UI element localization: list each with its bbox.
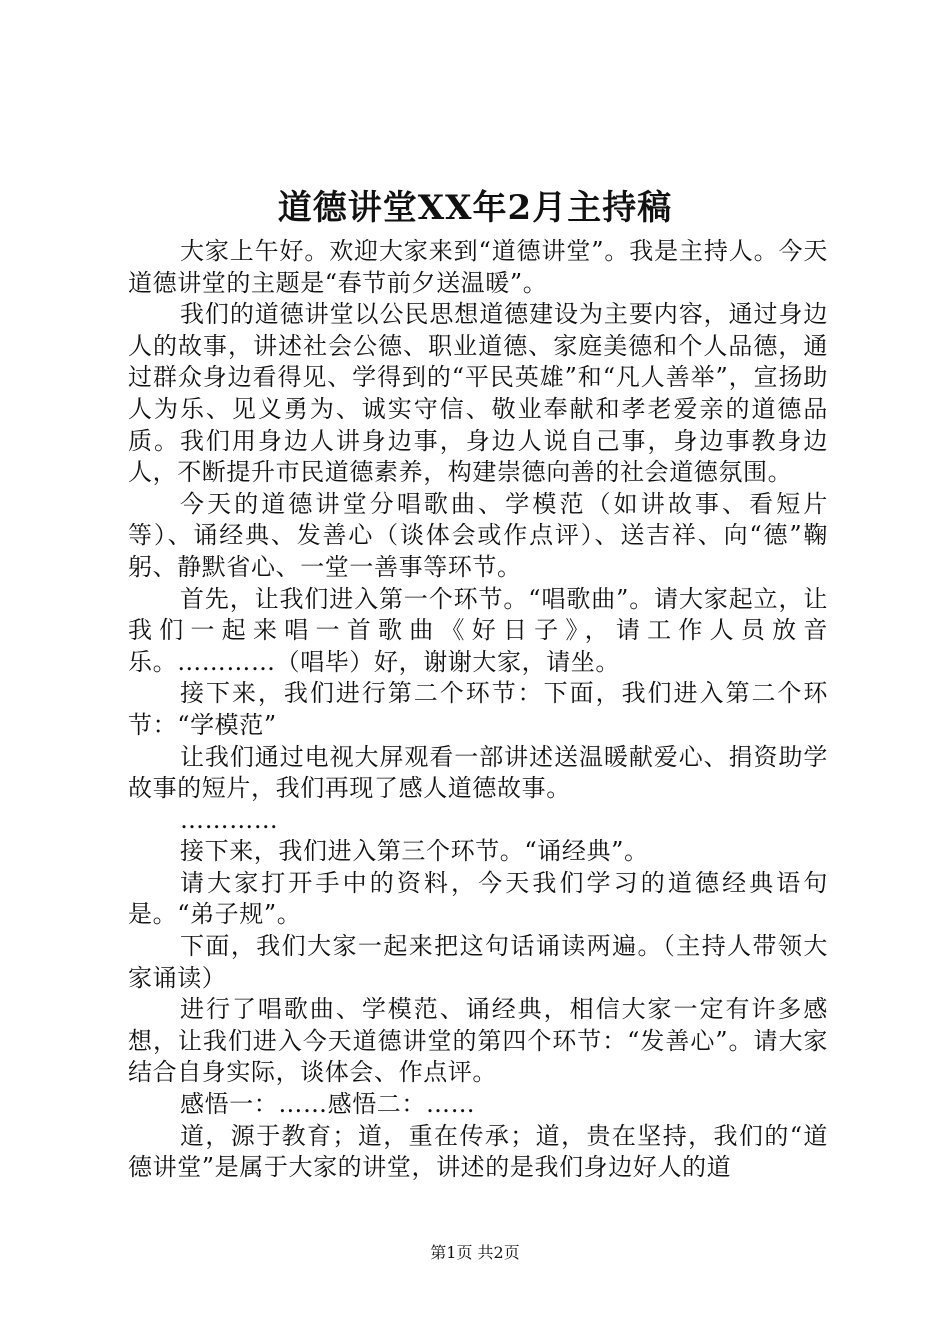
paragraph: 道，源于教育；道，重在传承；道，贵在坚持，我们的“道德讲堂”是属于大家的讲堂，讲述的是我们身边好人的道 xyxy=(128,1121,828,1182)
page-footer: 第1页 共2页 xyxy=(430,1243,520,1262)
paragraph: 今天的道德讲堂分唱歌曲、学模范（如讲故事、看短片等）、诵经典、发善心（谈体会或作点评）、送吉祥、向“德”鞠躬、静默省心、一堂一善事等环节。 xyxy=(128,489,828,581)
paragraph: 请大家打开手中的资料，今天我们学习的道德经典语句是。“弟子规”。 xyxy=(128,868,828,929)
document-body xyxy=(128,236,828,1184)
paragraph: ………… xyxy=(180,805,279,834)
document-title: 道德讲堂XX年2月主持稿 xyxy=(277,188,673,228)
paragraph: 让我们通过电视大屏观看一部讲述送温暖献爱心、捐资助学故事的短片，我们再现了感人道德故事。 xyxy=(128,742,828,803)
paragraph: 大家上午好。欢迎大家来到“道德讲堂”。我是主持人。今天道德讲堂的主题是“春节前夕送温暖”。 xyxy=(128,237,828,297)
paragraph: 我们的道德讲堂以公民思想道德建设为主要内容，通过身边人的故事，讲述社会公德、职业道德、家庭美德和个人品德，通过群众身边看得见、学得到的“平民英雄”和“凡人善举”，宣扬助人为乐、见义勇为、诚实守信、敬业奉献和孝老爱亲的道德品质。我们用身边人讲身边事，身边人说自己事，身边事教身边人，不断提升市民道德素养，构建崇德向善的社会道德氛围。 xyxy=(128,300,828,487)
paragraph: 接下来，我们进行第二个环节：下面，我们进入第二个环节：“学模范” xyxy=(128,679,828,739)
paragraph: 进行了唱歌曲、学模范、诵经典，相信大家一定有许多感想，让我们进入今天道德讲堂的第四个环节：“发善心”。请大家结合自身实际，谈体会、作点评。 xyxy=(128,995,828,1087)
paragraph: 接下来，我们进入第三个环节。“诵经典”。 xyxy=(180,837,649,866)
paragraph: 下面，我们大家一起来把这句话诵读两遍。（主持人带领大家诵读） xyxy=(128,932,828,992)
paragraph: 首先，让我们进入第一个环节。“唱歌曲”。请大家起立，让我们一起来唱一首歌曲《好日子》，请工作人员放音乐。…………（唱毕）好，谢谢大家，请坐。 xyxy=(128,584,828,676)
paragraph: 感悟一：……感悟二：…… xyxy=(180,1090,476,1119)
